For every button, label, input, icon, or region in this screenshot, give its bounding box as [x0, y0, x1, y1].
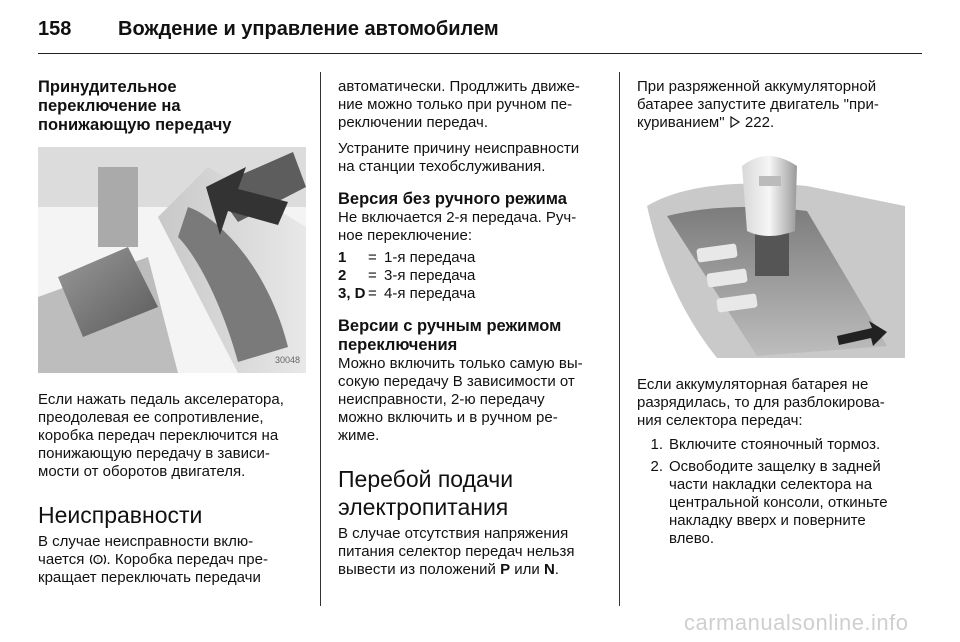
figure-number: 30048: [274, 355, 300, 365]
no-manual-paragraph: Не включается 2-я передача. Руч- ное переключение:: [338, 209, 577, 244]
no-manual-heading: Версия без ручного режима: [338, 190, 567, 208]
table-row: 2 = 3-я передача: [338, 267, 476, 284]
manual-mode-heading: Версии с ручным режимом переключения: [338, 317, 562, 354]
column-2: [338, 78, 608, 587]
table-row: 3, D = 4-я передача: [338, 285, 476, 302]
column-divider-2: [619, 72, 620, 606]
gear-table: [338, 249, 608, 303]
svg-text:!: !: [96, 557, 99, 564]
power-failure-paragraph: В случае отсутствия напряжения питания селектор передач нельзя вывести из положений P или N.: [338, 525, 575, 578]
list-item: 1. Включите стояночный тормоз.: [650, 436, 881, 453]
page-reference-icon: [729, 116, 741, 128]
jump-start-paragraph: При разряженной аккумуляторной батарее запустите двигатель "при- куриванием" 222.: [637, 78, 879, 131]
fix-paragraph: Устраните причину неисправности на станции техобслуживания.: [338, 140, 580, 175]
kickdown-heading: Принудительное переключение на понижающую передачу: [38, 78, 232, 134]
watermark: carmanualsonline.info: [684, 610, 909, 635]
gear-selector-drawing-icon: [637, 146, 905, 358]
reference-page[interactable]: 222: [744, 114, 770, 131]
faults-paragraph: В случае неисправности вклю- чается ! . Коробка передач пре- кращает переключать передачи: [38, 533, 268, 586]
column-divider-1: [320, 72, 321, 606]
page-title: Вождение и управление автомобилем: [118, 18, 499, 40]
gearbox-warning-icon: [89, 553, 107, 566]
release-steps: [637, 436, 907, 548]
pedal-drawing-icon: [38, 147, 306, 373]
header-divider: [38, 53, 922, 54]
kickdown-paragraph: Если нажать педаль акселератора, преодолевая ее сопротивление, коробка передач переключится на понижающую передачу в зависи- мости от оборотов двигателя.: [38, 391, 284, 480]
table-row: 1 = 1-я передача: [338, 249, 476, 266]
pedal-illustration: [38, 147, 306, 373]
release-paragraph: Если аккумуляторная батарея не разрядилась, то для разблокирова- ния селектора передач:: [637, 376, 885, 429]
power-failure-heading: Перебой подачи электропитания: [338, 466, 514, 520]
page-header: [38, 14, 920, 54]
list-item: 2. Освободите защелку в задней части накладки селектора на центральной консоли, откиньте накладку вверх и поверните влево.: [650, 458, 888, 547]
continued-paragraph: автоматически. Продлжить движе- ние можно только при ручном пе- реключении передач.: [338, 78, 580, 131]
column-1: [38, 78, 306, 595]
page-number: 158: [38, 18, 72, 40]
faults-heading: Неисправности: [38, 502, 203, 528]
column-3: [637, 78, 907, 552]
gear-selector-illustration: [637, 146, 905, 358]
manual-mode-paragraph: Можно включить только самую вы- сокую передачу В зависимости от неисправности, 2-ю передачу можно включить и в ручном ре- жиме.: [338, 355, 583, 444]
